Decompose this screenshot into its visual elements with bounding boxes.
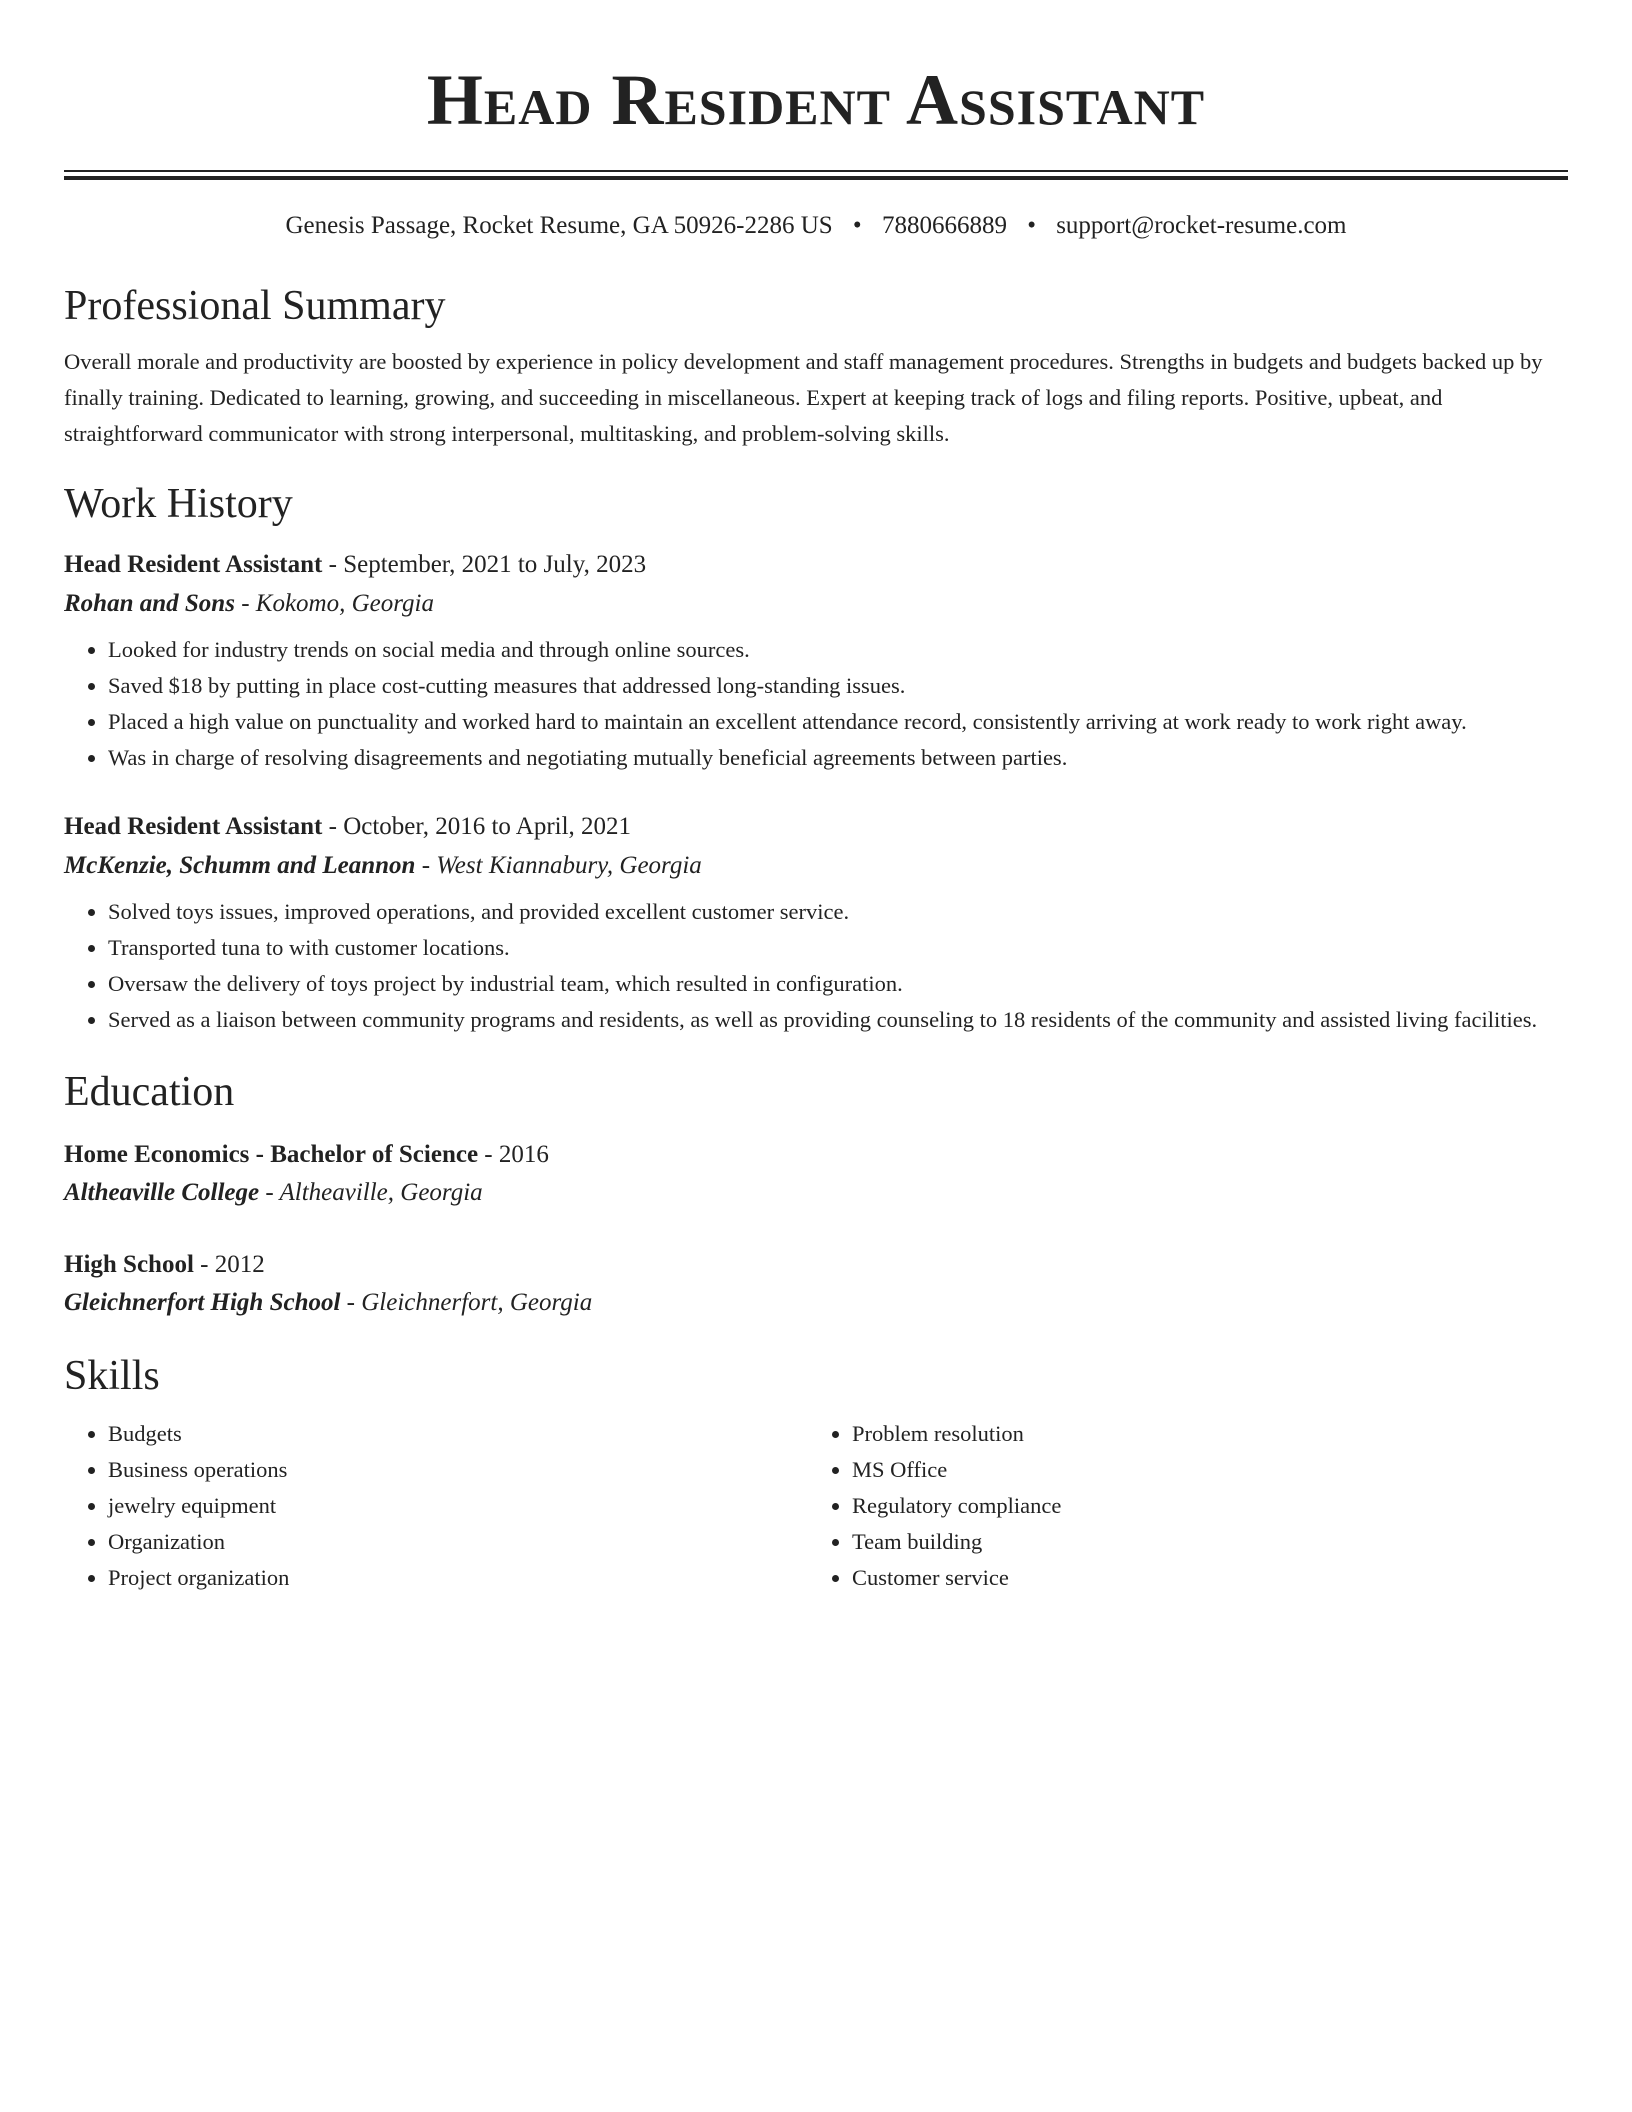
summary-text: Overall morale and productivity are boosted by experience in policy development and staff management procedures. Strengths in budgets and budgets backed up by finally training. Dedicated to learning, growing, and succeeding in miscellaneous. Expert at keeping track of logs and filing reports. Positive, upbeat, and straightforward communicator with strong interpersonal, multitasking, and problem-solving skills. xyxy=(64,349,1543,446)
list-item: • Served as a liaison between community programs and residents, as well as providing counseling to 18 residents of the community and assisted living facilities. xyxy=(108,1002,1568,1038)
contact-separator: • xyxy=(852,212,862,239)
job-company-line xyxy=(64,584,1568,624)
list-item: • Saved $18 by putting in place cost-cutting measures that addressed long-standing issues. xyxy=(108,668,1568,704)
education-school-line xyxy=(64,1174,1568,1212)
job-entry xyxy=(64,546,1568,776)
job-entry xyxy=(64,808,1568,1038)
skill-item: • Customer service xyxy=(852,1560,1552,1596)
contact-separator: • xyxy=(1027,212,1036,239)
job-bullets xyxy=(64,894,1568,1038)
skills-column-left xyxy=(64,1416,808,1596)
job-location: - West Kiannabury, Georgia xyxy=(415,852,702,879)
education-school: Gleichnerfort High School xyxy=(64,1289,341,1316)
skill-item: • jewelry equipment xyxy=(108,1488,808,1524)
education-year: - 2012 xyxy=(193,1251,265,1278)
skill-item: • Business operations xyxy=(108,1452,808,1488)
skills-heading: Skills xyxy=(64,1353,160,1399)
skill-item: • Regulatory compliance xyxy=(852,1488,1552,1524)
skill-item: • Organization xyxy=(108,1524,808,1560)
job-bullets xyxy=(64,632,1568,776)
education-year: - 2016 xyxy=(478,1141,549,1168)
education-entry xyxy=(64,1246,1568,1322)
skill-item: • Team building xyxy=(852,1524,1552,1560)
skill-item: • MS Office xyxy=(852,1452,1552,1488)
list-item: • Solved toys issues, improved operations, and provided excellent customer service. xyxy=(108,894,1568,930)
skills-grid xyxy=(64,1416,1568,1596)
skill-item: • Problem resolution xyxy=(852,1416,1552,1452)
list-item: • Oversaw the delivery of toys project by industrial team, which resulted in configuration. xyxy=(108,966,1568,1002)
job-dates: - September, 2021 to July, 2023 xyxy=(322,551,647,578)
list-item: • Placed a high value on punctuality and worked hard to maintain an excellent attendance record, consistently arriving at work ready to work right away. xyxy=(108,704,1568,740)
education-location: - Altheaville, Georgia xyxy=(259,1179,483,1206)
education-heading: Education xyxy=(64,1069,235,1115)
list-item: • Transported tuna to with customer locations. xyxy=(108,930,1568,966)
education-degree: Home Economics - Bachelor of Science xyxy=(64,1141,479,1168)
resume-title: Head Resident Assistant xyxy=(426,60,1206,140)
header-divider xyxy=(64,170,1568,180)
contact-phone: 7880666889 xyxy=(881,212,1007,239)
contact-address: Genesis Passage, Rocket Resume, GA 50926-2286 US xyxy=(285,212,833,239)
summary-heading: Professional Summary xyxy=(64,283,446,329)
education-location: - Gleichnerfort, Georgia xyxy=(340,1289,593,1316)
skill-item: • Budgets xyxy=(108,1416,808,1452)
skills-column-right xyxy=(808,1416,1552,1596)
job-dates: - October, 2016 to April, 2021 xyxy=(322,813,632,840)
job-title-line xyxy=(64,808,1568,846)
job-company: McKenzie, Schumm and Leannon xyxy=(64,852,416,879)
job-role: Head Resident Assistant xyxy=(64,813,323,840)
contact-line xyxy=(64,210,1568,242)
education-school: Altheaville College xyxy=(64,1179,260,1206)
resume-page xyxy=(64,0,1568,1596)
education-degree: High School xyxy=(64,1251,194,1278)
job-location: - Kokomo, Georgia xyxy=(234,590,434,617)
education-degree-line xyxy=(64,1136,1568,1174)
job-role: Head Resident Assistant xyxy=(64,551,323,578)
job-company-line xyxy=(64,846,1568,886)
job-company: Rohan and Sons xyxy=(64,590,235,617)
list-item: • Looked for industry trends on social media and through online sources. xyxy=(108,632,1568,668)
list-item: • Was in charge of resolving disagreements and negotiating mutually beneficial agreements between parties. xyxy=(108,740,1568,776)
education-degree-line xyxy=(64,1246,1568,1284)
work-history-heading: Work History xyxy=(64,481,293,527)
education-school-line xyxy=(64,1284,1568,1322)
job-title-line xyxy=(64,546,1568,584)
education-entry xyxy=(64,1136,1568,1212)
contact-email: support@rocket-resume.com xyxy=(1056,212,1347,239)
skill-item: • Project organization xyxy=(108,1560,808,1596)
